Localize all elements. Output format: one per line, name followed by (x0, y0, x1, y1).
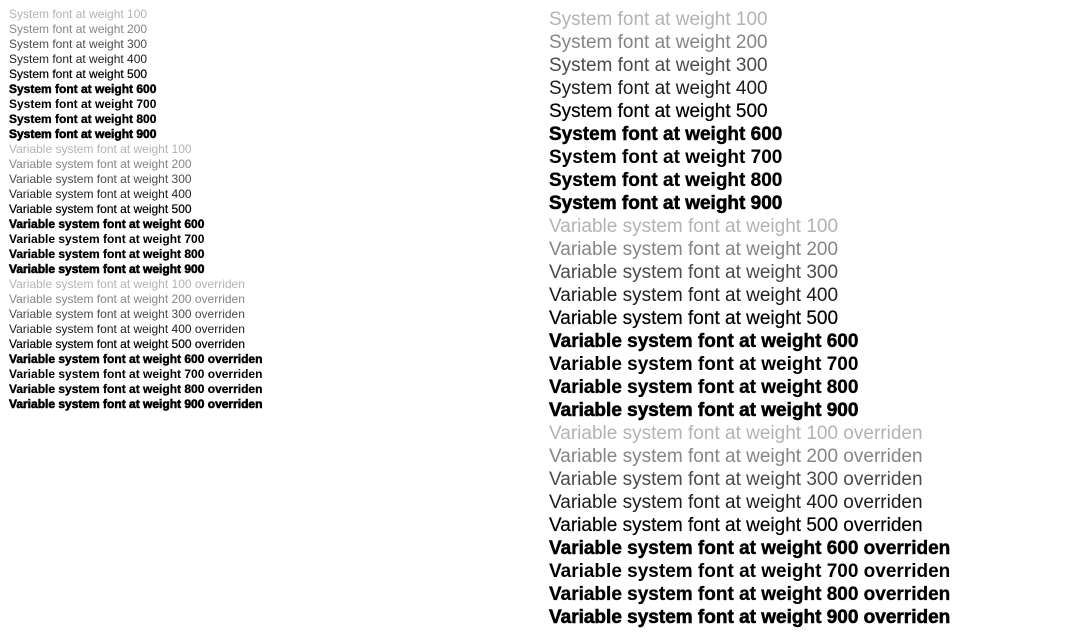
font-weight-sample-line: Variable system font at weight 800 overriden (9, 382, 263, 396)
font-weight-sample-line: Variable system font at weight 700 (9, 232, 205, 246)
font-weight-sample-line: Variable system font at weight 500 overriden (9, 337, 245, 351)
font-weight-sample-line: System font at weight 600 (549, 124, 783, 145)
small-specimen-column (9, 7, 262, 412)
font-weight-sample-line: Variable system font at weight 300 overriden (9, 307, 245, 321)
font-weight-sample-line: System font at weight 100 (549, 9, 768, 30)
font-weight-sample-line: System font at weight 900 (9, 127, 157, 141)
large-specimen-column (549, 8, 950, 629)
font-weight-sample-line: System font at weight 700 (9, 97, 157, 111)
font-weight-sample-line: System font at weight 800 (9, 112, 157, 126)
font-weight-sample-line: System font at weight 400 (549, 78, 768, 99)
font-weight-sample-line: Variable system font at weight 500 overriden (549, 515, 923, 536)
font-weight-sample-line: System font at weight 200 (9, 22, 148, 36)
font-weight-sample-line: Variable system font at weight 900 overriden (9, 397, 263, 411)
font-weight-sample-line: Variable system font at weight 700 overriden (9, 367, 263, 381)
font-weight-sample-line: Variable system font at weight 700 overriden (549, 561, 951, 582)
font-weight-sample-line: System font at weight 600 (9, 82, 157, 96)
font-weight-sample-line: Variable system font at weight 400 overriden (549, 492, 923, 513)
font-weight-sample-line: Variable system font at weight 200 overriden (549, 446, 923, 467)
font-weight-sample-line: Variable system font at weight 200 (549, 239, 839, 260)
font-weight-sample-line: Variable system font at weight 100 overriden (9, 277, 245, 291)
font-weight-sample-line: Variable system font at weight 200 (9, 157, 192, 171)
font-weight-sample-line: System font at weight 900 (549, 193, 783, 214)
font-weight-sample-line: Variable system font at weight 500 (549, 308, 839, 329)
font-weight-sample-line: Variable system font at weight 300 (549, 262, 839, 283)
font-weight-sample-line: Variable system font at weight 600 (9, 217, 205, 231)
font-weight-sample-line: System font at weight 100 (9, 7, 148, 21)
font-weight-sample-line: System font at weight 500 (9, 67, 148, 81)
font-weight-sample-line: System font at weight 700 (549, 147, 783, 168)
font-weight-sample-line: System font at weight 200 (549, 32, 768, 53)
font-weight-sample-line: Variable system font at weight 700 (549, 354, 859, 375)
font-weight-sample-line: Variable system font at weight 800 (549, 377, 859, 398)
font-weight-sample-line: Variable system font at weight 900 overriden (549, 607, 951, 628)
font-weight-sample-line: System font at weight 300 (9, 37, 148, 51)
font-weight-sample-line: Variable system font at weight 800 (9, 247, 205, 261)
font-weight-sample-line: Variable system font at weight 300 overriden (549, 469, 923, 490)
font-weight-sample-line: Variable system font at weight 900 (549, 400, 859, 421)
font-weight-sample-line: Variable system font at weight 400 overriden (9, 322, 245, 336)
font-weight-sample-line: Variable system font at weight 200 overriden (9, 292, 245, 306)
font-weight-sample-line: Variable system font at weight 800 overriden (549, 584, 951, 605)
font-weight-sample-line: Variable system font at weight 100 (9, 142, 192, 156)
font-weight-sample-line: Variable system font at weight 900 (9, 262, 205, 276)
font-weight-sample-line: System font at weight 400 (9, 52, 148, 66)
font-weight-sample-line: Variable system font at weight 500 (9, 202, 192, 216)
font-weight-sample-line: Variable system font at weight 400 (549, 285, 839, 306)
font-weight-sample-line: Variable system font at weight 100 overriden (549, 423, 923, 444)
font-weight-sample-line: Variable system font at weight 600 overriden (9, 352, 263, 366)
font-weight-sample-line: System font at weight 500 (549, 101, 768, 122)
font-weight-sample-line: Variable system font at weight 100 (549, 216, 839, 237)
font-weight-sample-line: Variable system font at weight 400 (9, 187, 192, 201)
font-weight-sample-line: System font at weight 300 (549, 55, 768, 76)
font-weight-sample-line: Variable system font at weight 300 (9, 172, 192, 186)
font-weight-sample-line: System font at weight 800 (549, 170, 783, 191)
font-weight-sample-line: Variable system font at weight 600 (549, 331, 859, 352)
font-weight-sample-line: Variable system font at weight 600 overriden (549, 538, 951, 559)
